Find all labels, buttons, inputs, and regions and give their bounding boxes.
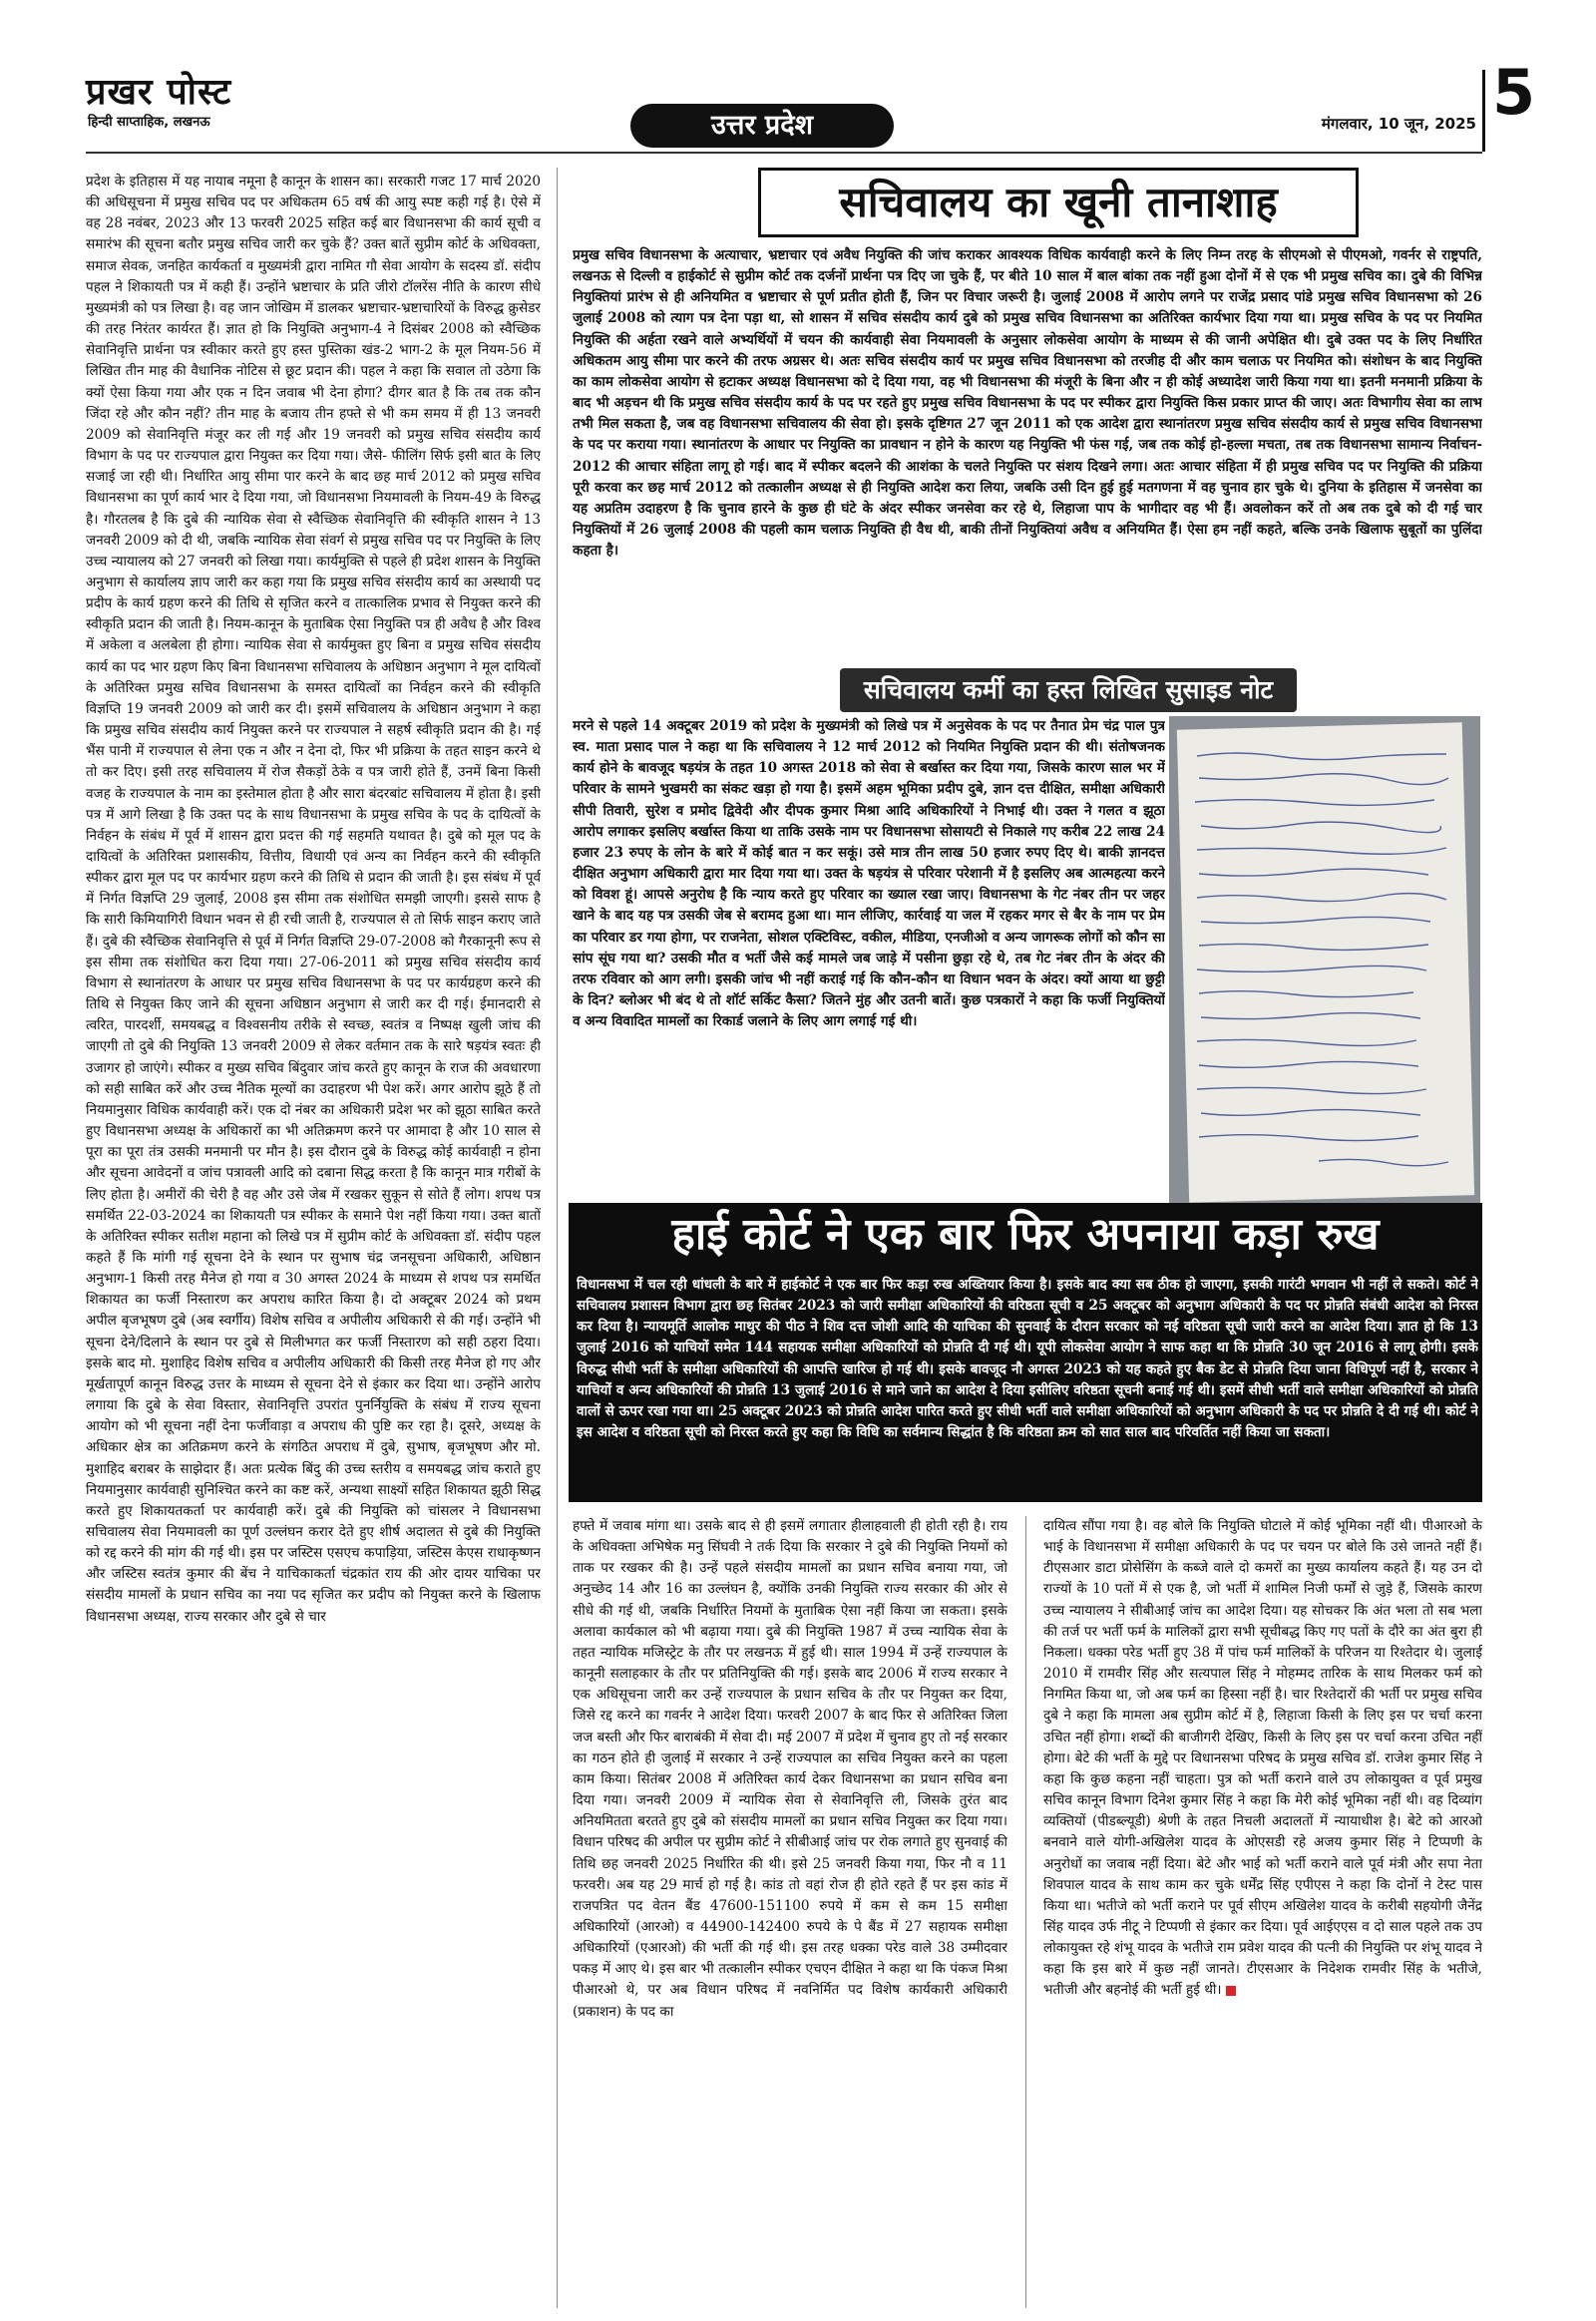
header-rule: [86, 152, 1482, 154]
story2-headline: सचिवालय कर्मी का हस्त लिखित सुसाइड नोट: [840, 668, 1297, 712]
page-number-rule: [1482, 70, 1485, 152]
story1-text: प्रमुख सचिव विधानसभा के अत्याचार, भ्रष्टाचार एवं अवैध नियुक्ति की जांच कराकर आवश्यक विधिक कार्यवाही करने के लिए निम्न तरह के सीएमओ से पीएमओ, गवर्नर से राष्ट्रपति, लखनऊ से दिल्ली व हाईकोर्ट से सुप्रीम कोर्ट तक दर्जनों प्रार्थना पत्र दिए जा चुके हैं, पर बीते 10 साल में बाल बांका तक नहीं हुआ दोनों में से एक भी प्रमुख सचिव का। दुबे की विभिन्न नियुक्तियां प्रारंभ से ही अनियमित व भ्रष्टाचार से पूर्ण प्रतीत होती हैं, जिन पर विचार जरूरी है। जुलाई 2008 में आरोप लगने पर राजेंद्र प्रसाद पांडे प्रमुख सचिव विधानसभा को 26 जुलाई 2008 को त्याग पत्र देना पड़ा था, सो शासन में सचिव संसदीय कार्य दुबे को प्रमुख सचिव विधानसभा का अतिरिक्त कार्यभार दिया गया था। प्रमुख सचिव के पद पर नियमित नियुक्ति की अर्हता रखने वाले अभ्यर्थियों में चयन की कार्यवाही सेवा नियमावली के अनुसार लोकसेवा आयोग के माध्यम से की जानी अपेक्षित थी। दुबे उक्त पद के लिए निर्धारित अधिकतम आयु सीमा पार करने की तरफ अग्रसर थे। अतः सचिव संसदीय कार्य पर प्रमुख सचिव विधानसभा को तरजीह दी और काम चलाऊ पर नियमित को। संशोधन के बाद नियुक्ति का काम लोकसेवा आयोग से हटाकर अध्यक्ष विधानसभा को दे दिया गया, वह भी विधानसभा की मंजूरी के बिना और न ही कोई अध्यादेश जारी किया गया था। इतनी मनमानी प्रक्रिया के बाद भी अड़चन थी कि प्रमुख सचिव संसदीय कार्य के पद पर रहते हुए प्रमुख सचिव विधानसभा के पद पर स्पीकर द्वारा नियुक्ति किस प्रकार प्राप्त की जाए। अतः विभागीय सेवा का लाभ तभी मिल सकता है, जब वह विधानसभा सचिवालय की सेवा हो। इसके दृष्टिगत 27 जून 2011 को एक आदेश द्वारा स्थानांतरण प्रमुख सचिव संसदीय कार्य से प्रमुख सचिव विधानसभा के पद पर कराया गया। स्थानांतरण के आधार पर नियुक्ति का प्रावधान न होने के कारण यह नियुक्ति भी फंस गई, जब तक कोई हो-हल्ला मचता, तब तक विधानसभा सामान्य निर्वाचन- 2012 की आचार संहिता लागू हो गई। बाद में स्पीकर बदलने की आशंका के चलते नियुक्ति पर संशय दिखने लगा। अतः आचार संहिता में ही प्रमुख सचिव पद पर नियुक्ति की प्रक्रिया पूरी करवा कर छह मार्च 2012 को तत्कालीन अध्यक्ष से ही नियुक्ति आदेश करा लिया, जबकि उसी दिन हुई हुई मतगणना में वह चुनाव हार चुके थे। दुनिया के इतिहास में जनसेवा का यह अप्रतिम उदाहरण है कि चुनाव हारने के कुछ ही घंटे के अंदर स्पीकर जनसेवा कर रहे थे, लिहाजा पाप के भागीदार वह भी हैं। अवलोकन करें तो अब तक दुबे को दी गई चार नियुक्तियों में 26 जुलाई 2008 की पहली काम चलाऊ नियुक्ति ही वैध थी, बाकी तीनों नियुक्तियां अवैध व अनियमित हैं। ऐसा हम नहीं कहते, बल्कि उनके खिलाफ सुबूतों का पुलिंदा कहता है।: [573, 247, 1482, 560]
story3-text: विधानसभा में चल रही धांधली के बारे में हाईकोर्ट ने एक बार फिर कड़ा रुख अख्तियार किया है। इसके बाद क्या सब ठीक हो जाएगा, इसकी गारंटी भगवान भी नहीं ले सकते। कोर्ट ने सचिवालय प्रशासन विभाग द्वारा छह सितंबर 2023 को जारी समीक्षा अधिकारियों की वरिष्ठता सूची व 25 अक्टूबर को अनुभाग अधिकारी के पद पर प्रोन्नति संबंधी आदेश को निरस्त कर दिया है। न्यायमूर्ति आलोक माथुर की पीठ ने शिव दत्त जोशी आदि की याचिका की सुनवाई के दौरान सरकार को नई वरिष्ठता सूची जारी करने का आदेश दिया। ज्ञात हो कि 13 जुलाई 2016 को याचियों समेत 144 सहायक समीक्षा अधिकारियों को प्रोन्नति दी गई थी। यूपी लोकसेवा आयोग ने साफ कहा था कि प्रोन्नति 30 जून 2016 से लागू होगी। इसके विरुद्ध सीधी भर्ती के समीक्षा अधिकारियों की आपत्ति खारिज हो गई थी। इसके बावजूद नौ अगस्त 2023 को यह कहते हुए बैक डेट से प्रोन्नति दिया जाना विधिपूर्ण नहीं है, सरकार ने याचियों व अन्य अधिकारियों की प्रोन्नति 13 जुलाई 2016 से माने जाने का आदेश दे दिया इसीलिए वरिष्ठता सूचनी बनाई गई थी। इसमें सीधी भर्ती वाले समीक्षा अधिकारियों को प्रोन्नति वालों से ऊपर रखा गया था। 25 अक्टूबर 2023 को प्रोन्नति आदेश पारित करते हुए सीधी भर्ती वाले समीक्षा अधिकारियों को अनुभाग अधिकारी के पद पर प्रोन्नति दे दी गई थी। कोर्ट ने इस आदेश व वरिष्ठता सूची को निरस्त करते हुए कहा कि विधि का सर्वमान्य सिद्धांत है कि वरिष्ठता क्रम को सात साल बाद परिवर्तित नहीं किया जा सकता।: [577, 1277, 1478, 1441]
column-left: [86, 172, 541, 2310]
suicide-note-image: [1169, 716, 1480, 1213]
story3-body: [577, 1275, 1478, 1500]
page-number: 5: [1492, 56, 1536, 129]
column-lower-right-text: [1043, 1516, 1482, 2002]
column-lower-middle: [573, 1516, 1007, 2309]
column-divider: [557, 168, 558, 2308]
column-divider-lower: [1025, 1516, 1026, 2308]
story2-body: [573, 716, 1165, 1225]
column-lower-middle-text: हफ्ते में जवाब मांगा था। उसके बाद से ही इसमें लगातार हीलाहवाली ही होती रही है। राय के अधिवक्ता अभिषेक मनु सिंघवी ने तर्क दिया कि सरकार ने दुबे की नियुक्ति नियमों को ताक पर रखकर की है। उन्हें पहले संसदीय मामलों का प्रधान सचिव बनाया गया, जो अनुच्छेद 14 और 16 का उल्लंघन है, क्योंकि उनकी नियुक्ति राज्य सरकार की ओर से सीधे की गई थी, जबकि निर्धारित नियमों के मुताबिक ऐसा नहीं किया जा सकता। इसके अलावा कार्यकाल को भी बढ़ाया गया। दुबे की नियुक्ति 1987 में उच्च न्यायिक सेवा के तहत न्यायिक मजिस्ट्रेट के तौर पर लखनऊ में हुई थी। साल 1994 में उन्हें राज्यपाल के कानूनी सलाहकार के तौर पर प्रतिनियुक्ति की गई। इसके बाद 2006 में राज्य सरकार ने एक अधिसूचना जारी कर उन्हें राज्यपाल के प्रधान सचिव के तौर पर नियुक्त कर दिया, जिसे रद्द करने का गवर्नर ने आदेश दिया। फरवरी 2007 के बाद फिर से अतिरिक्त जिला जज बस्ती और फिर बाराबंकी में सेवा दी। मई 2007 में प्रदेश में चुनाव हुए तो नई सरकार का गठन होते ही जुलाई में सरकार ने उन्हें राज्यपाल का सचिव नियुक्त करने का पहला काम किया। सितंबर 2008 में अतिरिक्त कार्य देकर विधानसभा का प्रधान सचिव बना दिया गया। जनवरी 2009 में न्यायिक सेवा से सेवानिवृत्ति ली, जिसके तुरंत बाद अनियमितता बरतते हुए दुबे को संसदीय मामलों का प्रधान सचिव नियुक्त कर दिया गया। विधान परिषद की अपील पर सुप्रीम कोर्ट ने सीबीआई जांच पर रोक लगाते हुए सुनवाई की तिथि छह जनवरी 2025 निर्धारित की थी। इसे 25 जनवरी किया गया, फिर नौ व 11 फरवरी। अब यह 29 मार्च हो गई है। कांड तो वहां रोज ही होते रहते हैं पर इस कांड में राजपत्रित पद वेतन बैंड 47600-151100 रुपये में कम से कम 15 समीक्षा अधिकारियों (आरओ) व 44900-142400 रुपये के पे बैंड में 27 सहायक समीक्षा अधिकारियों (एआरओ) की भर्ती की गई थी। इस तरह धक्का परेड वाले 38 उम्मीदवार पकड़ में आए थे। इस बार भी तत्कालीन स्पीकर एचएन दीक्षित ने कहा था कि पंकज मिश्रा पीआरओ थे, पर अब विधान परिषद में नवनिर्मित पद विशेष कार्यकारी अधिकारी (प्रकाशन) के पद का: [573, 1518, 1007, 2020]
story1-body: [573, 245, 1482, 660]
masthead-subtitle: हिन्दी साप्ताहिक, लखनऊ: [88, 115, 210, 130]
column-left-text: प्रदेश के इतिहास में यह नायाब नमूना है कानून के शासन का। सरकारी गजट 17 मार्च 2020 की अधिसूचना में प्रमुख सचिव पद पर अधिकतम 65 वर्ष की आयु स्पष्ट कही गई है। ऐसे में वह 28 नवंबर, 2023 और 13 फरवरी 2025 सहित कई बार विधानसभा की कार्य सूची व समारंभ की सूचना बतौर प्रमुख सचिव जारी कर चुके हैं? उक्त बातें सुप्रीम कोर्ट के अधिवक्ता, समाज सेवक, जनहित कार्यकर्ता व मुख्यमंत्री द्वारा नामित गौ सेवा आयोग के सदस्य डॉ. संदीप पहल ने शिकायती पत्र में कही हैं। उन्होंने भ्रष्टाचार के प्रति जीरो टॉलरेंस नीति के कारण सीधे मुख्यमंत्री को पत्र लिखा है। वह जान जोखिम में डालकर भ्रष्टाचार-भ्रष्टाचारियों के विरुद्ध क्रुसेडर की तरह निरंतर कार्यरत हैं। ज्ञात हो कि नियुक्ति अनुभाग-4 ने दिसंबर 2008 को स्वैच्छिक सेवानिवृत्ति प्रार्थना पत्र स्वीकार करते हुए हस्त पुस्तिका खंड-2 भाग-2 के मूल नियम-56 में लिखित तीन माह की वैधानिक नोटिस से छूट प्रदान की। पहल ने कहा कि सवाल तो उठेगा कि क्यों ऐसा किया गया और एक न दिन जवाब भी देना होगा? दीगर बात है कि तब तक कौन जिंदा रहे और कौन नहीं? तीन माह के बजाय तीन हफ्ते से भी कम समय में ही 13 जनवरी 2009 को सेवानिवृत्ति मंजूर कर ली गई और 19 जनवरी को प्रमुख सचिव संसदीय कार्य विभाग के पद पर राज्यपाल द्वारा नियुक्त कर दिया गया। जैसे- फीलिंग सिर्फ इसी बात के लिए सजाई जा रही थी। निर्धारित आयु सीमा पार करने के बाद छह मार्च 2012 को प्रमुख सचिव विधानसभा का पूर्ण कार्य भार दे दिया गया, जो विधानसभा नियमावली के नियम-49 के विरुद्ध है। गौरतलब है कि दुबे की न्यायिक सेवा से स्वैच्छिक सेवानिवृत्ति की स्वीकृति शासन ने 13 जनवरी 2009 को दी थी, जबकि न्यायिक सेवा संवर्ग से प्रमुख सचिव पद पर नियुक्ति के लिए उच्च न्यायालय को 27 जनवरी को लिखा गया। कार्यमुक्ति से पहले ही प्रदेश शासन के नियुक्ति अनुभाग से कार्यालय ज्ञाप जारी कर कहा गया कि प्रमुख सचिव संसदीय कार्य का अस्थायी पद प्रदीप के कार्य ग्रहण करने की तिथि से सृजित करने व तात्कालिक प्रभाव से नियुक्त करने की स्वीकृति प्रदान की जाती है। नियम-कानून के मुताबिक ऐसा नियुक्ति पत्र ही अवैध है और विश्व में अकेला व अलबेला ही होगा। न्यायिक सेवा से कार्यमुक्त हुए बिना व प्रमुख सचिव संसदीय कार्य का पद भार ग्रहण किए बिना विधानसभा सचिवालय के अधिष्ठान अनुभाग ने मूल दायित्वों के अतिरिक्त प्रमुख सचिव विधानसभा के समस्त दायित्वों का निर्वहन करने की स्वीकृति विज्ञप्ति 19 जनवरी 2009 को जारी कर दी। इसमें सचिवालय के अधिष्ठान अनुभाग ने कहा कि प्रमुख सचिव संसदीय कार्य नियुक्त करने पर राज्यपाल ने सहर्ष स्वीकृति प्रदान की है। गई भैंस पानी में राज्यपाल से लेना एक न और न देना दो, फिर भी प्रक्रिया के तहत साइन करने थे तो कर दिए। इसी तरह सचिवालय में रोज सैकड़ों ठेके व पत्र जारी होते हैं, उनमें बिना किसी वजह के राज्यपाल के नाम का इस्तेमाल होता है और सारा बंदरबांट सचिवालय में होता है। इसी पत्र में आगे लिखा है कि उक्त पद के साथ विधानसभा के प्रमुख सचिव के पद के दायित्वों के निर्वहन के संबंध में पूर्व में शासन द्वारा प्रदत्त की गई सहमति यथावत है। दुबे को मूल पद के दायित्वों के अतिरिक्त प्रशासकीय, वित्तीय, विधायी एवं अन्य का निर्वहन करने की स्वीकृति स्पीकर द्वारा मूल पद पर कार्यभार ग्रहण करने की तिथि से प्रदान की जाती है। इस संबंध में पूर्व में निर्गत विज्ञप्ति 29 जुलाई, 2008 इस सीमा तक संशोधित समझी जाएगी। इससे साफ है कि सारी किमियागिरी विधान भवन से ही रची जाती है, राज्यपाल से तो सिर्फ साइन कराए जाते हैं। दुबे की स्वैच्छिक सेवानिवृत्ति से पूर्व में निर्गत विज्ञप्ति 29-07-2008 को गैरकानूनी रूप से इस सीमा तक संशोधित करा दिया गया। 27-06-2011 को प्रमुख सचिव संसदीय कार्य विभाग से स्थानांतरण के आधार पर प्रमुख सचिव विधानसभा के पद पर कार्यग्रहण करने की तिथि से नियुक्त किए जाने की सूचना अधिष्ठान अनुभाग से जारी कर दी गई। ईमानदारी से त्वरित, पारदर्शी, समयबद्ध व विश्वसनीय तरीके से स्वच्छ, स्वतंत्र व निष्पक्ष खुली जांच की जाएगी तो दुबे की नियुक्ति 13 जनवरी 2009 से लेकर वर्तमान तक के सारे षड़यंत्र स्वतः ही उजागर हो जाएंगे। स्पीकर व मुख्य सचिव बिंदुवार जांच करते हुए कानून के राज की अवधारणा को सही साबित करें और उच्च नैतिक मूल्यों का उदाहरण भी पेश करें। अगर आरोप झूठे हैं तो नियमानुसार विधिक कार्यवाही करें। एक दो नंबर का अधिकारी प्रदेश भर को झूठा साबित करते हुए विधानसभा अध्यक्ष के अधिकारों का भी अतिक्रमण करने पर आमादा है और 10 साल से पूरा का पूरा तंत्र उसकी मनमानी पर मौन है। इस दौरान दुबे के विरुद्ध कोई कार्यवाही न होना और सूचना आवेदनों व जांच पत्रावली आदि को दबाना सिद्ध करता है कि कानून मात्र गरीबों के लिए होता है। अमीरों की चेरी है वह और उसे जेब में रखकर सुकून से सोते हैं लोग। शपथ पत्र समर्थित 22-03-2024 का शिकायती पत्र स्पीकर के समाने पेश नहीं किया गया। उक्त बातों के अतिरिक्त स्पीकर सतीश महाना को लिखे पत्र में सुप्रीम कोर्ट के अधिवक्ता डॉ. संदीप पहल कहते हैं कि मांगी गई सूचना देने के स्थान पर सुभाष चंद्र जनसूचना अधिकारी, अधिष्ठान अनुभाग-1 किसी तरह मैनेज हो गया व 30 अगस्त 2024 के माध्यम से शपथ पत्र समर्थित शिकायत का फर्जी निस्तारण कर अपराध कारित किया है। दो अक्टूबर 2024 को प्रथम अपील बृजभूषण दुबे (अब स्वर्गीय) विशेष सचिव व अपीलीय अधिकारी से की गई। उन्होंने भी सूचना देने/दिलाने के स्थान पर दुबे से मिलीभगत कर फर्जी निस्तारण को सही ठहरा दिया। इसके बाद मो. मुशाहिद विशेष सचिव व अपीलीय अधिकारी की किसी तरह मैनेज हो गए और मूर्खतापूर्ण कानून विरुद्ध उत्तर के माध्यम से सूचना देने से इंकार कर दिया था। उन्होंने आरोप लगाया कि दुबे के सेवा विस्तार, सेवानिवृत्ति उपरांत पुनर्नियुक्ति के संबंध में राज्य सूचना आयोग को भी सूचना नहीं देना फर्जीवाड़ा व अपराध की पुष्टि कर रहा है। दूसरे, अध्यक्ष के अधिकार क्षेत्र का अतिक्रमण करने के संगठित अपराध में दुबे, सुभाष, बृजभूषण और मो. मुशाहिद बराबर के साझेदार हैं। अतः प्रत्येक बिंदु की उच्च स्तरीय व समयबद्ध जांच कराते हुए नियमानुसार कार्यवाही सुनिश्चित करने का कष्ट करें, अन्यथा साक्ष्यों सहित शिकायत झूठी सिद्ध करते हुए शिकायतकर्ता पर कार्यवाही करें। दुबे की नियुक्ति को चांसलर ने विधानसभा सचिवालय सेवा नियमावली का पूर्ण उल्लंघन करार देते हुए शीर्ष अदालत से दुबे की नियुक्ति को रद्द करने की मांग की गई थी। इस पर जस्टिस एसएच कपाड़िया, जस्टिस केएस राधाकृष्णन और जस्टिस स्वतंत्र कुमार की बेंच ने याचिकाकर्ता चंद्रकांत राय की ओर दायर याचिका पर संसदीय मामलों के प्रधान सचिव का नया पद सृजित कर प्रदीप को नियुक्त करने के खिलाफ विधानसभा अध्यक्ष, राज्य सरकार और दुबे से चार: [86, 174, 541, 1625]
issue-date: मंगलवार, 10 जून, 2025: [1321, 115, 1476, 133]
end-mark: [1226, 1986, 1236, 1996]
section-tab: उत्तर प्रदेश: [630, 104, 894, 148]
story1-headline: सचिवालय का खूनी तानाशाह: [758, 168, 1359, 237]
masthead: प्रखर पोस्ट: [86, 72, 232, 113]
column-lower-right-copy: दायित्व सौंपा गया है। वह बोले कि नियुक्ति घोटाले में कोई भूमिका नहीं थी। पीआरओ के भाई के विधानसभा में समीक्षा अधिकारी के पद पर चयन पर बोले कि उसे जानते नहीं हैं। टीएसआर डाटा प्रोसेसिंग के कब्जे वाले दो कमरों का मुख्य कार्यालय कहते हैं। यह उन दो राज्यों के 10 पतों में से एक है, जो भर्ती में शामिल निजी फर्मों से जुड़े हैं, जिसके कारण उच्च न्यायालय ने सीबीआई जांच का आदेश दिया। यह सोचकर कि अंत भला तो सब भला की तर्ज पर भर्ती फर्म के मालिकों द्वारा सभी सूचीबद्ध किए गए पतों के दौरे का अंत बुरा ही निकला। धक्का परेड भर्ती हुए 38 में पांच फर्म मालिकों के परिजन या रिश्तेदार थे। जुलाई 2010 में रामवीर सिंह और सत्यपाल सिंह ने मोहम्मद तारिक के साथ मिलकर फर्म को निगमित किया था, जो अब फर्म का हिस्सा नहीं है। चार रिश्तेदारों की भर्ती पर प्रमुख सचिव दुबे ने कहा कि मामला अब सुप्रीम कोर्ट में है, लिहाजा किसी के लिए इस पर चर्चा करना उचित नहीं होगा। शब्दों की बाजीगरी देखिए, किसी के लिए इस पर चर्चा करना उचित नहीं होगा। बेटे की भर्ती के मुद्दे पर विधानसभा परिषद के प्रमुख सचिव डॉ. राजेश कुमार सिंह ने कहा कि कुछ कहना नहीं चाहता। पुत्र को भर्ती कराने वाले उप लोकायुक्त व पूर्व प्रमुख सचिव कानून विभाग दिनेश कुमार सिंह ने कहा कि मेरी कोई भूमिका नहीं थी। वह दिव्यांग व्यक्तियों (पीडब्ल्यूडी) श्रेणी के तहत निचली अदालतों में न्यायाधीश है। बेटे को आरओ बनवाने वाले योगी-अखिलेश यादव के ओएसडी रहे अजय कुमार सिंह ने टिप्पणी के अनुरोधों का जवाब नहीं दिया। बेटे और भाई को भर्ती कराने वाले पूर्व मंत्री और सपा नेता शिवपाल यादव के साथ काम कर चुके धर्मेंद्र सिंह एपीएस ने कहा कि दोनों ने टेस्ट पास किया था। भतीजे को भर्ती कराने पर पूर्व सीएम अखिलेश यादव के करीबी सहयोगी जैनेंद्र सिंह यादव उर्फ नीटू ने टिप्पणी से इंकार कर दिया। पूर्व आईएएस व दो साल पहले तक उप लोकायुक्त रहे शंभू यादव के भतीजे राम प्रवेश यादव की पत्नी की नियुक्ति पर शंभू यादव ने कहा कि इस बारे में कुछ नहीं जानते। टीएसआर के निदेशक रामवीर सिंह के भतीजे, भतीजी और बहनोई की भर्ती हुई थी।: [1043, 1518, 1482, 1999]
story3-headline: हाई कोर्ट ने एक बार फिर अपनाया कड़ा रुख: [671, 1209, 1380, 1260]
column-lower-right: [1043, 1516, 1482, 2309]
suicide-note-photo: [1169, 716, 1480, 1213]
story2-text: मरने से पहले 14 अक्टूबर 2019 को प्रदेश के मुख्यमंत्री को लिखे पत्र में अनुसेवक के पद पर तैनात प्रेम चंद्र पाल पुत्र स्व. माता प्रसाद पाल ने कहा था कि सचिवालय ने 12 मार्च 2012 को नियमित नियुक्ति प्रदान की थी। संतोषजनक कार्य होने के बावजूद षड़यंत्र के तहत 10 अगस्त 2018 को सेवा से बर्खास्त कर दिया गया, जिसके कारण साल भर में परिवार के सामने भुखमरी का संकट खड़ा हो गया है। इसमें अहम भूमिका प्रदीप दुबे, ज्ञान दत्त दीक्षित, समीक्षा अधिकारी सीपी तिवारी, सुरेश व प्रमोद द्विवेदी और दीपक कुमार मिश्रा आदि अधिकारियों ने निभाई थी। उक्त ने गलत व झूठा आरोप लगाकर इसलिए बर्खास्त किया था ताकि उसके नाम पर विधानसभा सोसायटी से निकाले गए करीब 22 लाख 24 हजार 23 रुपए के लोन के बारे में कोई बात न कर सकूं। उसे मात्र तीन लाख 50 हजार रुपए दिए थे। बाकी ज्ञानदत्त दीक्षित अनुभाग अधिकारी द्वारा मार दिया गया था। उक्त के षड़यंत्र से परिवार परेशानी में है इसलिए अब आत्महत्या करने को विवश हूं। आपसे अनुरोध है कि न्याय करते हुए परिवार का ख्याल रखा जाए। विधानसभा के गेट नंबर तीन पर जहर खाने के बाद यह पत्र उसकी जेब से बरामद हुआ था। मान लीजिए, कार्रवाई या जल में रहकर मगर से बैर के नाम पर प्रेम का परिवार डर गया होगा, पर राजनेता, सोशल एक्टिविस्ट, वकील, मीडिया, एनजीओ व अन्य जागरूक लोगों को कौन सा सांप सूंघ गया था? उसकी मौत व भर्ती जैसे कई मामले जब जाड़े में पसीना छुड़ा रहे थे, तब गेट नंबर तीन के अंदर की तरफ रविवार को आग लगी। इसकी जांच भी नहीं कराई गई कि कौन-कौन था विधान भवन के अंदर। क्यों आया था छुट्टी के दिन? ब्लोअर भी बंद थे तो शॉर्ट सर्किट कैसा? जितने मुंह और उतनी बातें। कुछ पत्रकारों ने कहा कि फर्जी नियुक्तियों व अन्य विवादित मामलों का रिकार्ड जलाने के लिए आग लगाई गई थी।: [573, 718, 1165, 1030]
